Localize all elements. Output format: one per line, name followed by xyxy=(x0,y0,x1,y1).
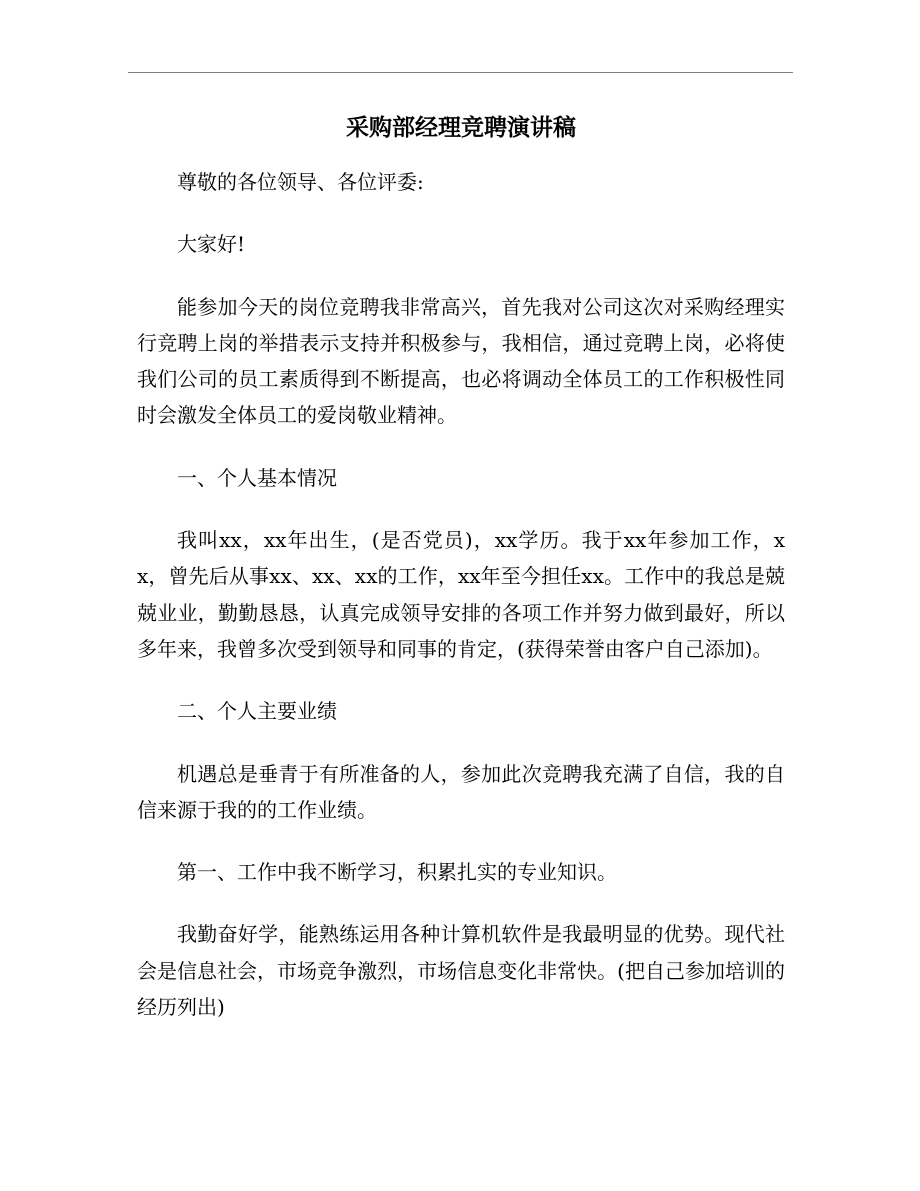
first-point-paragraph: 我勤奋好学，能熟练运用各种计算机软件是我最明显的优势。现代社会是信息社会，市场竞争激烈，市场信息变化非常快。(把自己参加培训的经历列出) xyxy=(137,922,785,1020)
section-heading-achievements: 二、个人主要业绩 xyxy=(177,699,337,724)
document-title: 采购部经理竞聘演讲稿 xyxy=(346,114,576,141)
header-rule xyxy=(128,72,793,73)
achievements-paragraph: 机遇总是垂青于有所准备的人，参加此次竞聘我充满了自信，我的自信来源于我的的工作业绩。 xyxy=(137,761,785,822)
basic-info-paragraph: 我叫xx，xx年出生，(是否党员)，xx学历。我于xx年参加工作，xx，曾先后从事xx、xx、xx的工作，xx年至今担任xx。工作中的我总是兢兢业业，勤勤恳恳，认真完成领导安排的各项工作并努力做到最好，所以多年来，我曾多次受到领导和同事的肯定，(获得荣誉由客户自己添加)。 xyxy=(137,528,785,661)
greeting: 大家好! xyxy=(177,232,246,257)
intro-paragraph: 能参加今天的岗位竞聘我非常高兴，首先我对公司这次对采购经理实行竞聘上岗的举措表示支持并积极参与，我相信，通过竞聘上岗，必将使我们公司的员工素质得到不断提高，也必将调动全体员工的工作积极性同时会激发全体员工的爱岗敬业精神。 xyxy=(137,294,785,428)
document-body xyxy=(137,108,785,1051)
salutation: 尊敬的各位领导、各位评委: xyxy=(177,170,424,194)
section-heading-basic-info: 一、个人基本情况 xyxy=(177,465,337,490)
subheading-first-point: 第一、工作中我不断学习，积累扎实的专业知识。 xyxy=(177,860,617,885)
